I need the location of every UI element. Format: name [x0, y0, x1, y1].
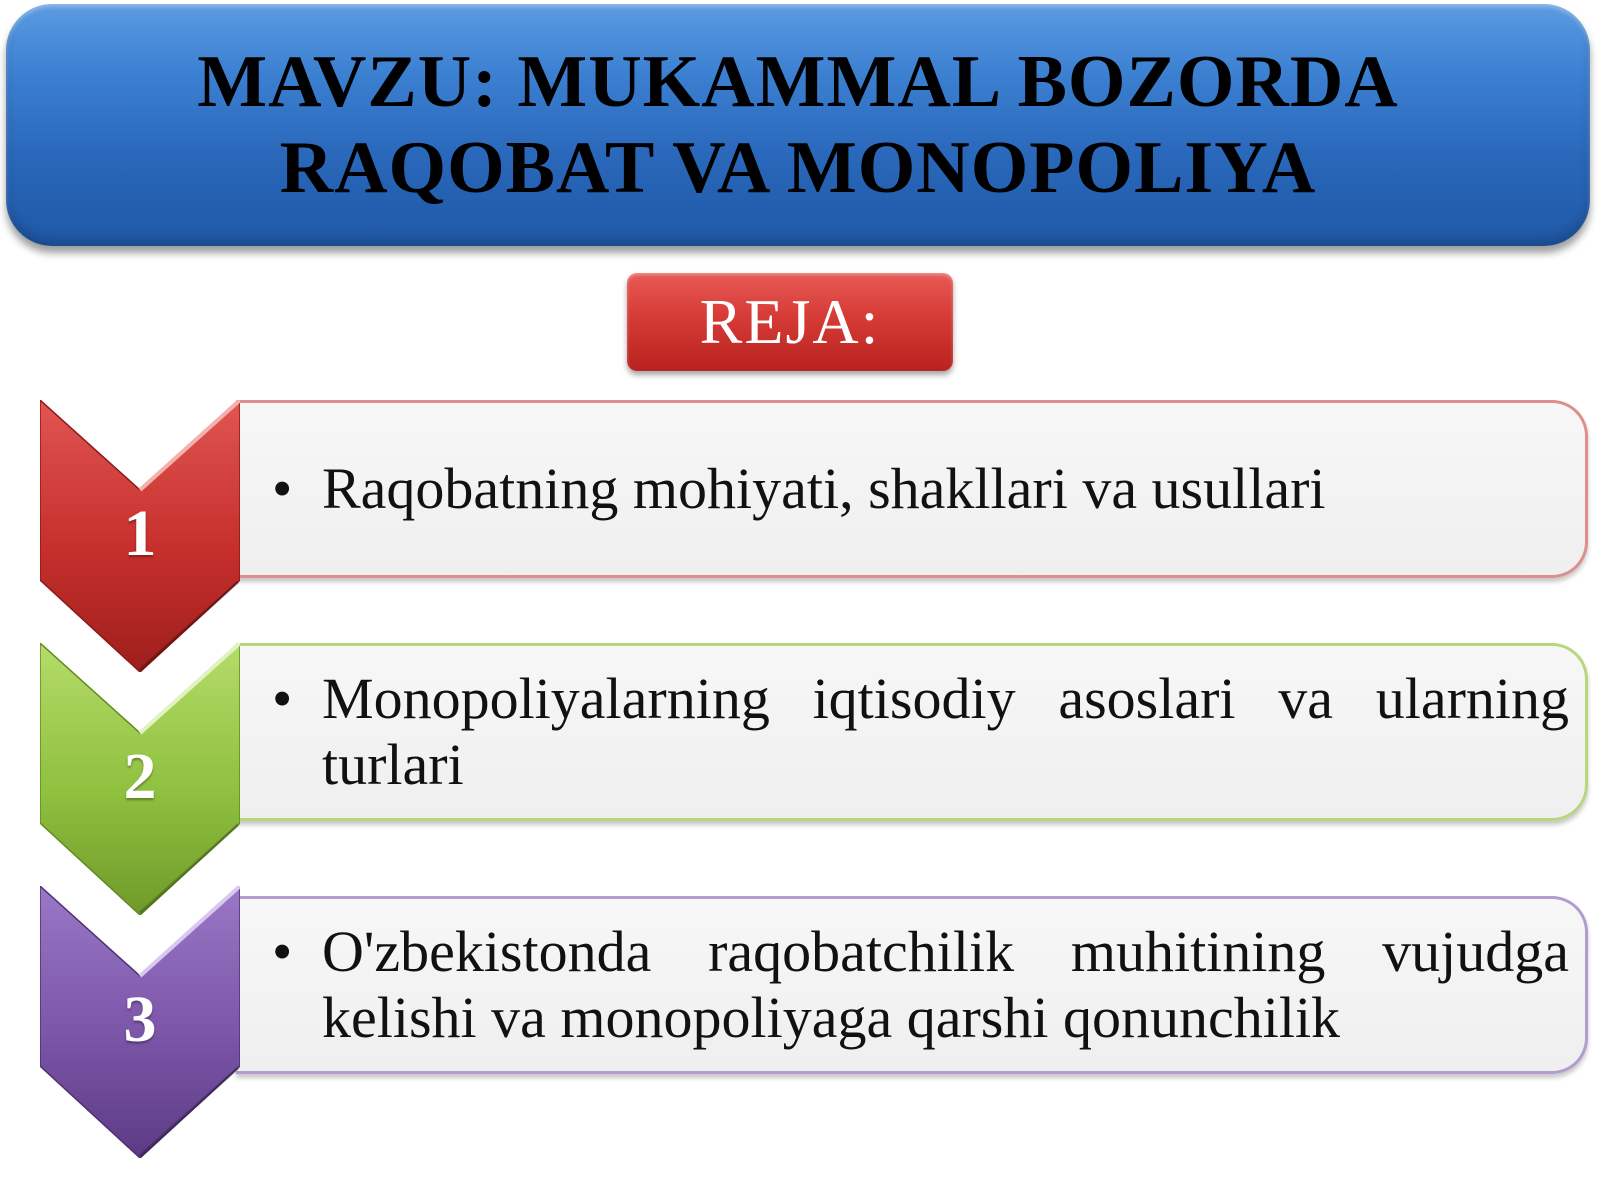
plan-item-3-text: O'zbekistonda raqobatchilik muhitining vujudga kelishi va monopoliyaga qarshi qonunchilik [322, 919, 1569, 1050]
plan-item-2-number: 2 [123, 740, 157, 813]
plan-item-3-chevron [40, 886, 240, 1158]
title-banner [6, 4, 1590, 246]
plan-item-2-chevron [40, 643, 240, 915]
bullet-1: • [272, 456, 293, 521]
plan-item-1-text: Raqobatning mohiyati, shakllari va usullari [322, 456, 1326, 521]
plan-item-3-number: 3 [123, 983, 157, 1056]
plan-item-1-chevron [40, 400, 240, 672]
plan-item-3-box [236, 896, 1588, 1074]
plan-badge [627, 273, 953, 371]
plan-item-1-box [236, 400, 1588, 578]
plan-item-2-box [236, 643, 1588, 821]
bullet-2: • [272, 666, 293, 731]
plan-label: REJA: [699, 286, 881, 357]
title-line-1: MAVZU: MUKAMMAL BOZORDA [197, 41, 1399, 123]
plan-item-1-number: 1 [123, 497, 157, 570]
bullet-3: • [272, 919, 293, 984]
title-line-2: RAQOBAT VA MONOPOLIYA [279, 127, 1317, 209]
plan-item-2-text: Monopoliyalarning iqtisodiy asoslari va ularning turlari [322, 666, 1569, 797]
